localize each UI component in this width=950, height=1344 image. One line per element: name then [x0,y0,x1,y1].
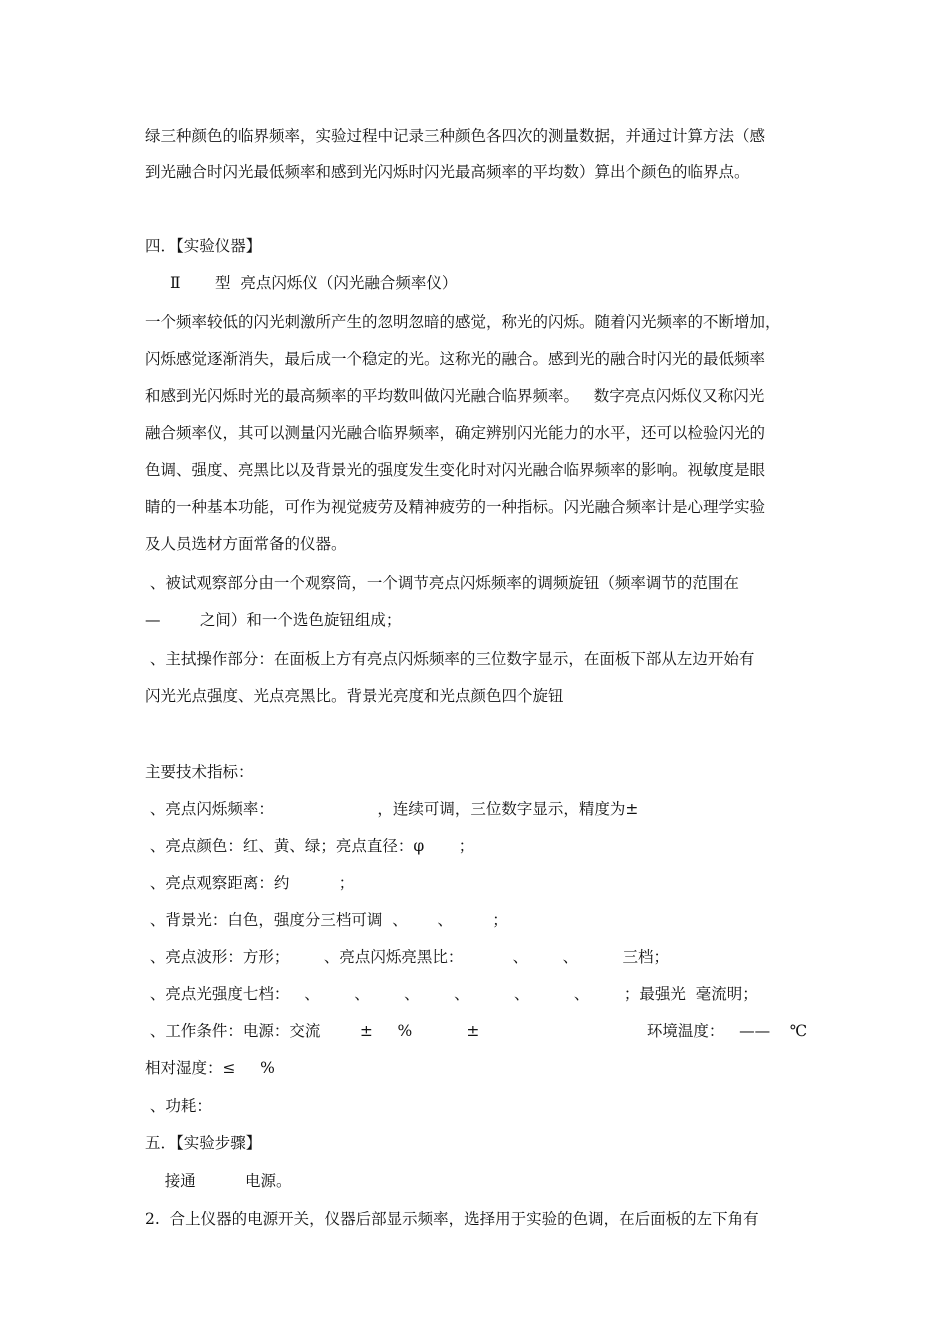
instrument-paragraph-line-5: 色调、强度、亮黑比以及背景光的强度发生变化时对闪光融合临界频率的影响。视敏度是眼 [145,461,766,479]
spec-line-6: 、亮点光强度七档： 、 、 、 、 、 、 ；最强光 毫流明； [145,985,758,1003]
spec-line-9: 、功耗： [145,1097,212,1115]
spec-line-5: 、亮点波形：方形； 、亮点闪烁亮黑比： 、 、 三档； [145,948,670,966]
instrument-paragraph-line-4: 融合频率仪，其可以测量闪光融合临界频率，确定辨别闪光能力的水平，还可以检验闪光的 [145,424,766,442]
section-4-title: 四．【实验仪器】 [145,237,262,255]
intro-line-1: 绿三种颜色的临界频率，实验过程中记录三种颜色各四次的测量数据，并通过计算方法（感 [145,127,766,145]
section-5-title: 五．【实验步骤】 [145,1134,262,1152]
spec-line-1: 、亮点闪烁频率： ，连续可调，三位数字显示，精度为± [145,800,639,818]
instrument-paragraph-line-7: 及人员选材方面常备的仪器。 [145,535,347,553]
instrument-paragraph-line-3: 和感到光闪烁时光的最高频率的平均数叫做闪光融合临界频率。 数字亮点闪烁仪又称闪光 [145,387,765,405]
part-1-line-2: — 之间）和一个选色旋钮组成； [145,611,402,629]
spec-line-4: 、背景光：白色，强度分三档可调 、 、 ； [145,911,508,929]
part-2-line-1: 、主拭操作部分：在面板上方有亮点闪烁频率的三位数字显示，在面板下部从左边开始有 [145,650,755,668]
instrument-paragraph-line-6: 睛的一种基本功能，可作为视觉疲劳及精神疲劳的一种指标。闪光融合频率计是心理学实验 [145,498,766,516]
spec-line-8: 相对湿度：≤ % [145,1059,275,1077]
spec-line-3: 、亮点观察距离：约 ； [145,874,355,892]
part-2-line-2: 闪光光点强度、光点亮黑比。背景光亮度和光点颜色四个旋钮 [145,687,564,705]
specs-title: 主要技术指标： [145,763,254,781]
part-1-line-1: 、被试观察部分由一个观察筒，一个调节亮点闪烁频率的调频旋钮（频率调节的范围在 [145,574,739,592]
step-1: 接通 电源。 [145,1172,292,1190]
instrument-paragraph-line-2: 闪烁感觉逐渐消失，最后成一个稳定的光。这称光的融合。感到光的融合时闪光的最低频率 [145,350,766,368]
spec-line-7: 、工作条件：电源：交流 ± % ± 环境温度： —— ℃ [145,1022,808,1040]
instrument-paragraph-line-1: 一个频率较低的闪光刺激所产生的忽明忽暗的感觉，称光的闪烁。随着闪光频率的不断增加， [145,313,781,331]
intro-line-2: 到光融合时闪光最低频率和感到光闪烁时闪光最高频率的平均数）算出个颜色的临界点。 [145,163,750,181]
step-2: 2. 合上仪器的电源开关，仪器后部显示频率，选择用于实验的色调，在后面板的左下角有 [145,1210,759,1228]
instrument-name: Ⅱ 型 亮点闪烁仪（闪光融合频率仪） [170,274,458,292]
spec-line-2: 、亮点颜色：红、黄、绿；亮点直径：φ ； [145,837,475,855]
